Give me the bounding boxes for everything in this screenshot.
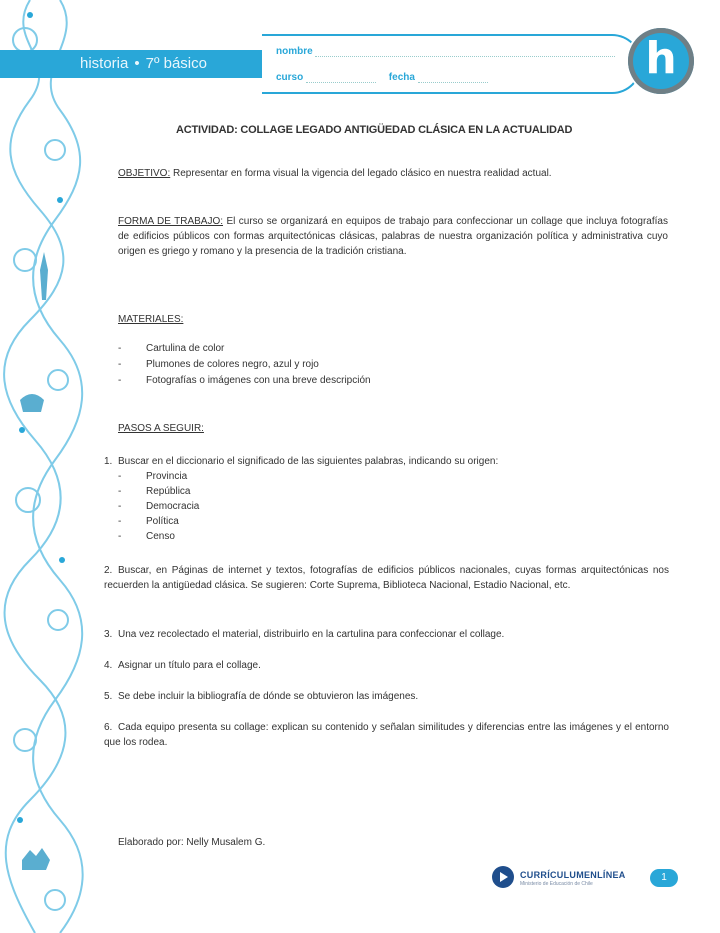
list-item: - Política: [118, 516, 179, 527]
decorative-swirl-border: [0, 0, 90, 933]
step-item: 2. Buscar, en Páginas de internet y textos, fotografías de edificios públicos nacionales, cuyas formas arquitectónicas nos recuerden la antigüedad clásica. Se sugieren: Corte Suprema, Biblioteca Nacional, Estadio Nacional, etc.: [104, 565, 669, 591]
list-item: - Fotografías o imágenes con una breve descripción: [118, 375, 371, 386]
forma-paragraph: [118, 214, 668, 259]
forma-text: El curso se organizará en equipos de trabajo para confeccionar un collage que incluya fotografías de edificios públicos con formas arquitectónicas clásicas, palabras de nuestra organización política y administrativa cuyo origen es griego y romano y la presencia de la tradición cristiana.: [118, 216, 668, 257]
historia-logo-icon: h: [628, 28, 694, 94]
objetivo-paragraph: [118, 166, 668, 181]
fecha-label: fecha: [388, 72, 415, 83]
author-credit: Elaborado por: Nelly Musalem G.: [118, 837, 266, 848]
forma-label: FORMA DE TRABAJO:: [118, 216, 224, 227]
step-item: 4. Asignar un título para el collage.: [104, 660, 261, 671]
list-item: - Cartulina de color: [118, 343, 225, 354]
word-item: República: [146, 486, 191, 497]
step-text: Buscar, en Páginas de internet y textos, fotografías de edificios públicos nacionales, cuyas formas arquitectónicas nos recuerden la antigüedad clásica. Se sugieren: Corte Suprema, Biblioteca Nacional, Estadio Nacional, etc.: [104, 565, 669, 591]
step-text: Asignar un título para el collage.: [118, 660, 261, 671]
material-item: Fotografías o imágenes con una breve descripción: [146, 375, 371, 386]
subject-label: historia: [80, 55, 129, 72]
step-text: Buscar en el diccionario el significado de las siguientes palabras, indicando su origen:: [118, 456, 499, 467]
step-item: 6. Cada equipo presenta su collage: explican su contenido y señalan similitudes y diferencias entre las imágenes y el entorno que los rodea.: [104, 722, 669, 748]
material-item: Cartulina de color: [146, 343, 225, 354]
material-item: Plumones de colores negro, azul y rojo: [146, 359, 319, 370]
page-title: ACTIVIDAD: COLLAGE LEGADO ANTIGÜEDAD CLÁSICA EN LA ACTUALIDAD: [176, 124, 573, 136]
word-item: Censo: [146, 531, 175, 542]
curriculum-play-icon: [492, 866, 514, 888]
materiales-heading: [118, 312, 668, 327]
list-item: - Plumones de colores negro, azul y rojo: [118, 359, 319, 370]
nombre-label: nombre: [276, 46, 313, 57]
brand-name: CURRÍCULUMENLÍNEA: [520, 870, 626, 880]
list-item: - Provincia: [118, 471, 188, 482]
materiales-label: MATERIALES:: [118, 314, 184, 325]
separator-dot: •: [134, 55, 140, 72]
step-text: Se debe incluir la bibliografía de dónde se obtuvieron las imágenes.: [118, 691, 419, 702]
step-item: 3. Una vez recolectado el material, distribuirlo en la cartulina para confeccionar el collage.: [104, 629, 505, 640]
objetivo-label: OBJETIVO:: [118, 168, 171, 179]
list-item: - República: [118, 486, 191, 497]
curso-field[interactable]: [306, 82, 376, 83]
brand-subtitle: Ministerio de Educación de Chile: [520, 881, 593, 887]
pasos-label: PASOS A SEGUIR:: [118, 423, 204, 434]
step-item: 5. Se debe incluir la bibliografía de dónde se obtuvieron las imágenes.: [104, 691, 419, 702]
objetivo-text: Representar en forma visual la vigencia del legado clásico en nuestra realidad actual.: [170, 168, 552, 179]
step-text: Una vez recolectado el material, distribuirlo en la cartulina para confeccionar el collage.: [118, 629, 505, 640]
subject-banner: [0, 50, 262, 78]
word-item: Provincia: [146, 471, 188, 482]
word-item: Democracia: [146, 501, 200, 512]
fecha-field[interactable]: [418, 82, 488, 83]
pasos-heading: [118, 421, 668, 436]
word-item: Política: [146, 516, 179, 527]
grade-label: 7º básico: [145, 55, 207, 72]
nombre-row: [276, 46, 615, 57]
curso-fecha-row: [276, 72, 488, 83]
page-number: 1: [650, 869, 678, 887]
list-item: - Democracia: [118, 501, 200, 512]
curso-label: curso: [276, 72, 304, 83]
list-item: - Censo: [118, 531, 175, 542]
student-info-box: [262, 34, 642, 94]
step-text: Cada equipo presenta su collage: explican su contenido y señalan similitudes y diferencias entre las imágenes y el entorno que los rodea.: [104, 722, 669, 748]
step-item: 1. Buscar en el diccionario el significado de las siguientes palabras, indicando su origen:: [104, 456, 499, 467]
nombre-field[interactable]: [315, 56, 615, 57]
